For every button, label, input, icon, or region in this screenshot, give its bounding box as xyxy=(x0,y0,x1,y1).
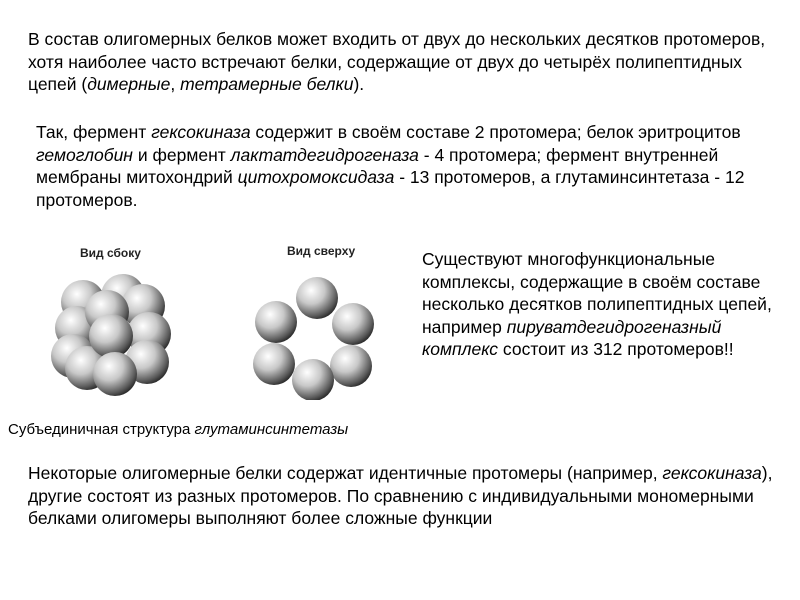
complexes-paragraph: Существуют многофункциональные комплексы, содержащие в своём составе несколько десятков полипептидных цепей, например пируватдегидрогеназный комплекс состоит из 312 протомеров!! xyxy=(422,249,772,359)
figure-label-side-view: Вид сбоку xyxy=(80,246,141,260)
protomer-sphere xyxy=(255,301,297,343)
figure-label-top-view: Вид сверху xyxy=(287,244,356,258)
emphasis-tetrameric: тетрамерные белки xyxy=(180,74,354,94)
examples-paragraph: Так, фермент гексокиназа содержит в своём составе 2 протомера; белок эритроцитов гемоглобин и фермент лактатдегидрогеназа - 4 протомера; фермент внутренней мембраны митохондрий цитохромоксидаза - 13 протомеров, а глутаминсинтетаза - 12 протомеров. xyxy=(36,122,745,210)
protomer-sphere xyxy=(292,359,334,400)
protomer-sphere xyxy=(253,343,295,385)
emphasis-hexokinase: гексокиназа xyxy=(151,122,251,142)
protomer-sphere xyxy=(89,314,133,358)
emphasis-cytochrome-oxidase: цитохромоксидаза xyxy=(237,167,395,187)
emphasis-hemoglobin: гемоглобин xyxy=(36,144,133,165)
emphasis-ldh: лактатдегидрогеназа xyxy=(230,144,419,165)
emphasis-hexokinase-2: гексокиназа xyxy=(662,463,762,483)
emphasis-pdh-complex: пируватдегидрогеназный комплекс xyxy=(422,316,722,359)
protomer-sphere xyxy=(332,303,374,345)
conclusion-paragraph: Некоторые олигомерные белки содержат идентичные протомеры (например, гексокиназа), другие состоят из разных протомеров. По сравнению с индивидуальными мономерными белками олигомеры выполняют более сложные функции xyxy=(28,463,773,528)
protomer-sphere xyxy=(330,345,372,387)
side-view-diagram xyxy=(45,266,185,406)
protomer-sphere xyxy=(93,352,137,396)
figure-caption: Субъединичная структура глутаминсинтетазы xyxy=(8,421,349,438)
emphasis-dimeric: димерные xyxy=(87,74,171,94)
intro-paragraph: В состав олигомерных белков может входить от двух до нескольких десятков протомеров, хотя наиболее часто встречают белки, содержащие от двух до четырёх полипептидных цепей (димерные, тетрамерные белки). xyxy=(28,29,766,94)
emphasis-glutamine-synthetase: глутаминсинтетазы xyxy=(194,421,349,438)
protomer-sphere xyxy=(296,277,338,319)
top-view-diagram xyxy=(245,270,380,400)
